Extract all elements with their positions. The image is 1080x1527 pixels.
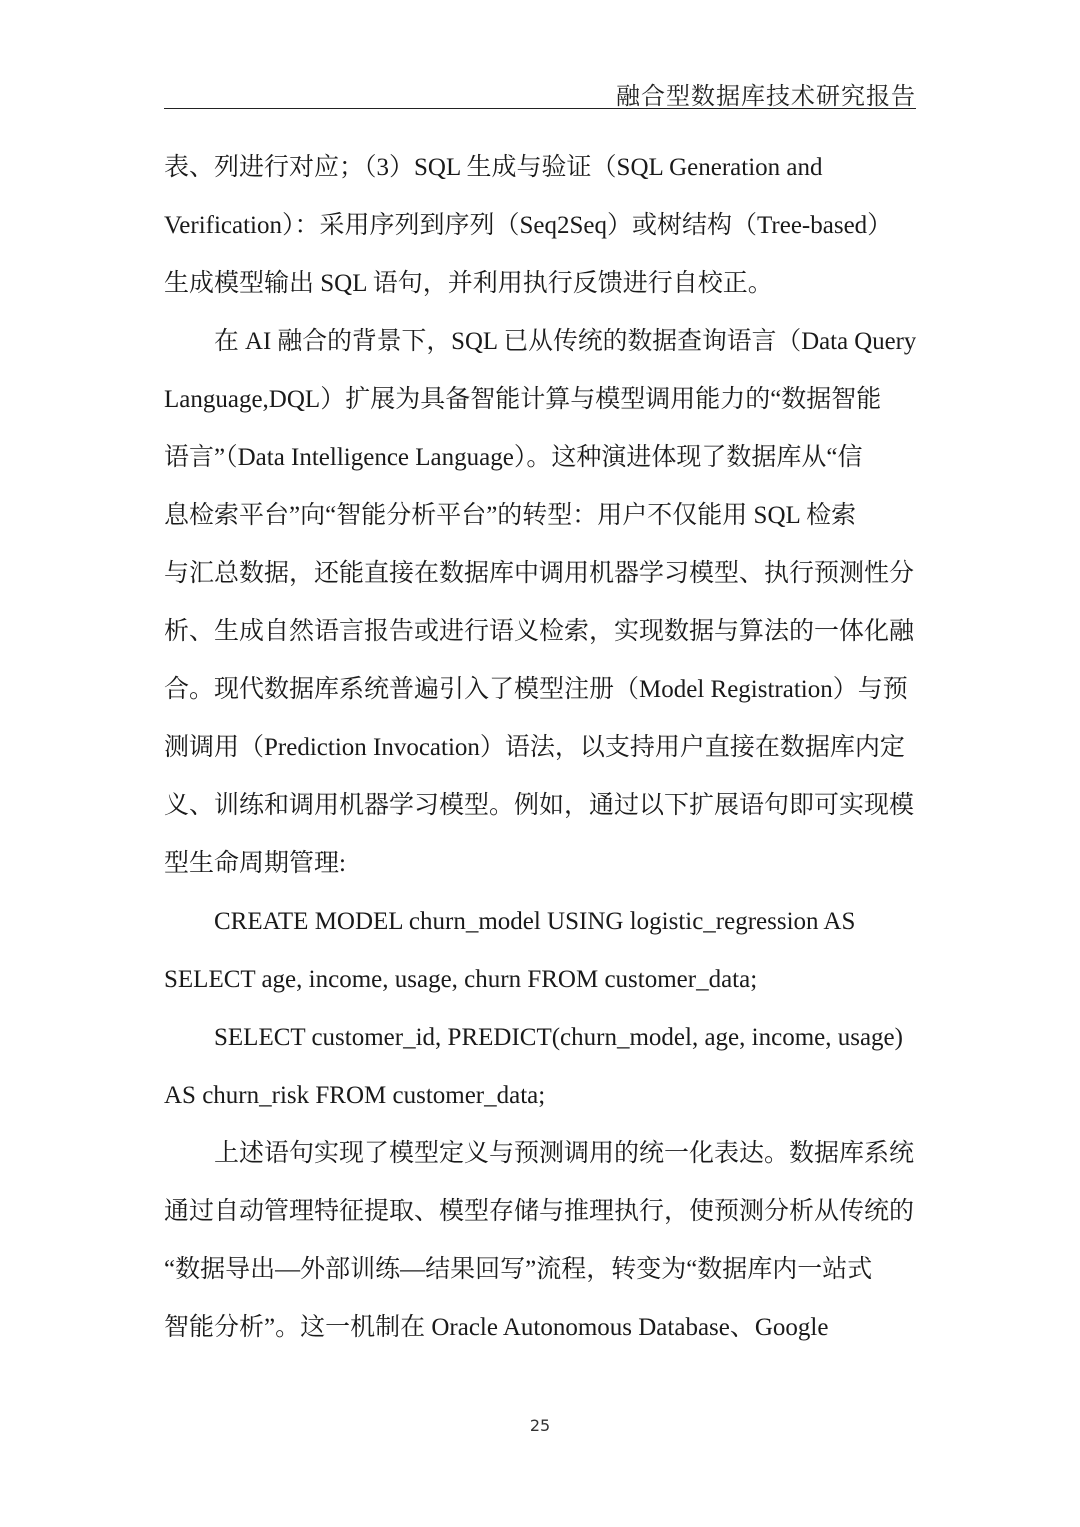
body-line: Language,DQL）扩展为具备智能计算与模型调用能力的“数据智能 [164, 386, 882, 413]
body-line: “数据导出—外部训练—结果回写”流程，转变为“数据库内一站式 [164, 1256, 873, 1283]
body-line: 测调用（Prediction Invocation）语法，以支持用户直接在数据库内定 [164, 734, 905, 761]
code-line: SELECT customer_id, PREDICT(churn_model, age, income, usage) [214, 1024, 903, 1051]
body-line: 型生命周期管理: [164, 850, 346, 877]
report-title: 融合型数据库技术研究报告 [616, 84, 916, 110]
body-line: 析、生成自然语言报告或进行语义检索，实现数据与算法的一体化融 [164, 618, 915, 645]
body-line: 语言”（Data Intelligence Language）。这种演进体现了数据库从“信 [164, 444, 863, 471]
body-line: 智能分析”。这一机制在 Oracle Autonomous Database、Google [164, 1314, 829, 1341]
running-header [164, 72, 916, 109]
body-line: 在 AI 融合的背景下，SQL 已从传统的数据查询语言（Data Query [214, 328, 916, 355]
body-line: Verification）：采用序列到序列（Seq2Seq）或树结构（Tree-based） [164, 212, 893, 239]
body-line: 通过自动管理特征提取、模型存储与推理执行，使预测分析从传统的 [164, 1198, 915, 1225]
body-line: 上述语句实现了模型定义与预测调用的统一化表达。数据库系统 [214, 1140, 915, 1167]
body-line: 义、训练和调用机器学习模型。例如，通过以下扩展语句即可实现模 [164, 792, 915, 819]
body-line: 息检索平台”向“智能分析平台”的转型：用户不仅能用 SQL 检索 [164, 502, 857, 529]
code-line: CREATE MODEL churn_model USING logistic_regression AS [214, 908, 856, 935]
body-line: 生成模型输出 SQL 语句，并利用执行反馈进行自校正。 [164, 270, 773, 297]
body-line: 与汇总数据，还能直接在数据库中调用机器学习模型、执行预测性分 [164, 560, 915, 587]
code-line: SELECT age, income, usage, churn FROM customer_data; [164, 966, 758, 993]
body-line: 合。现代数据库系统普遍引入了模型注册（Model Registration）与预 [164, 676, 908, 703]
code-line: AS churn_risk FROM customer_data; [164, 1082, 546, 1109]
page-number: 25 [529, 1416, 551, 1435]
body-line: 表、列进行对应；（3）SQL 生成与验证（SQL Generation and [164, 154, 823, 181]
